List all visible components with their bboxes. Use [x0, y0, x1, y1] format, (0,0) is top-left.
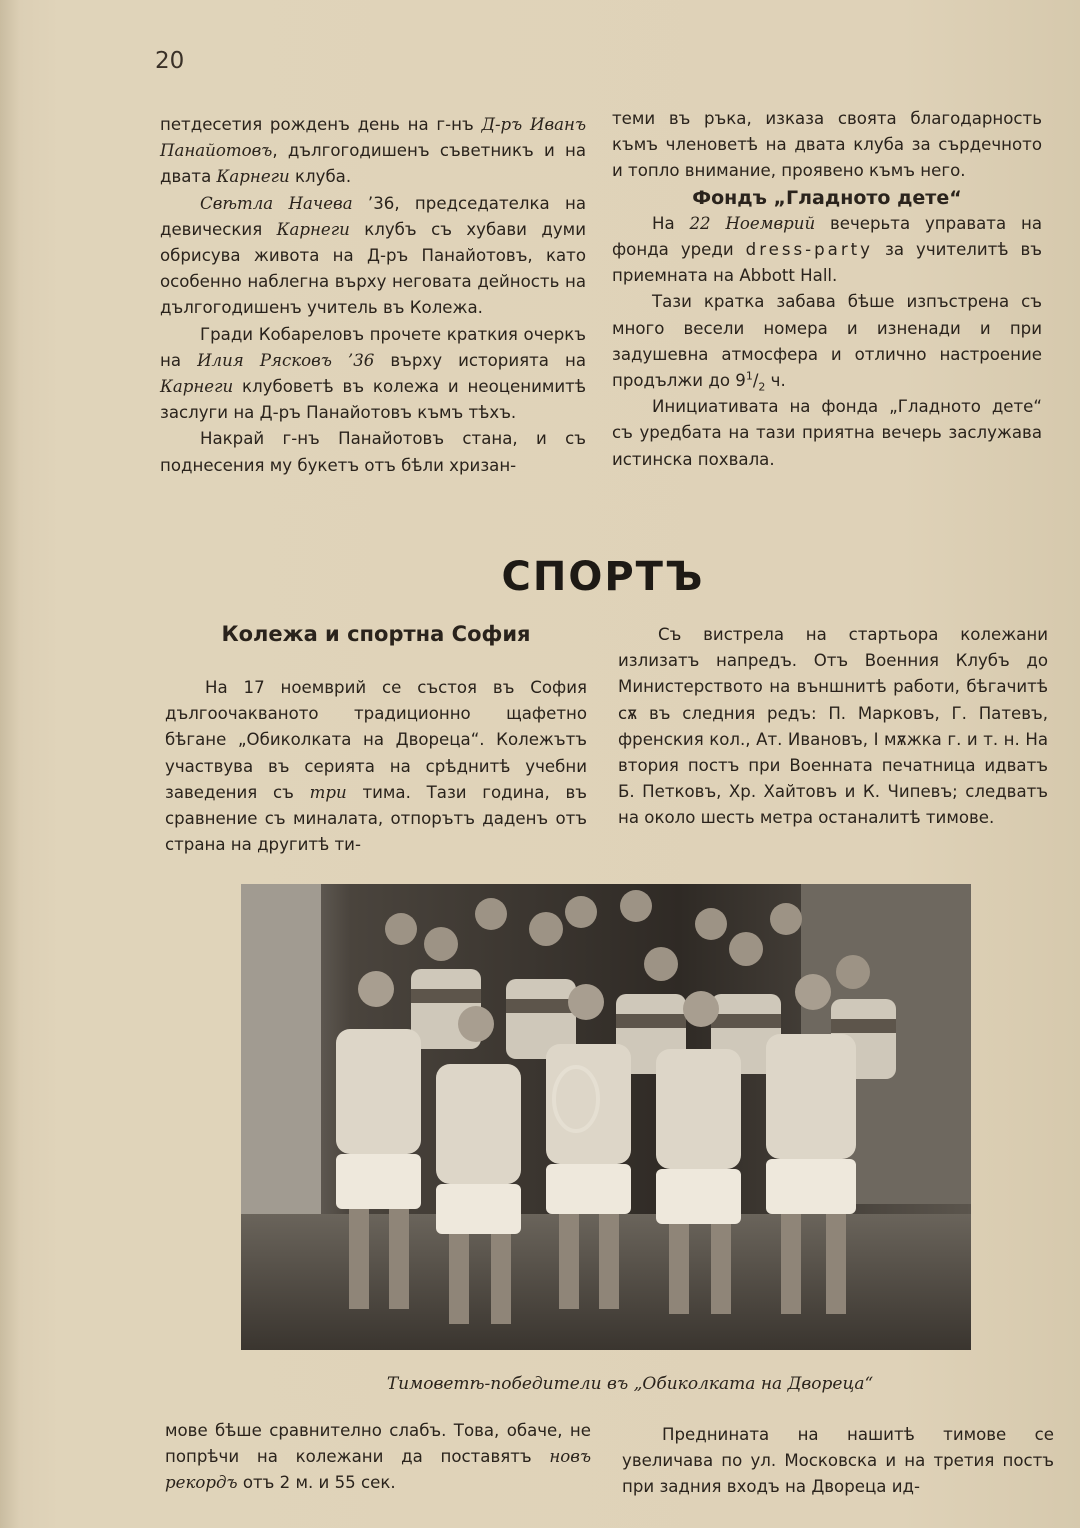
bottom-left-column: [165, 1418, 591, 1497]
team-photo: [241, 884, 971, 1350]
fund-heading: Фондъ „Гладното дете“: [692, 186, 962, 209]
top-left-column: [160, 112, 586, 479]
paragraph: На 22 Ноемврий вечерьта управата на фонда уреди dress-party за учителитѣ въ приемната на Abbott Hall.: [612, 213, 1042, 286]
photo-caption: Тимоветѣ-победители въ „Обиколката на Двореца“: [386, 1374, 874, 1394]
paragraph: На 17 ноемврий се състоя въ София дългоочакваното традиционно щафетно бѣгане „Обиколката на Двореца“. Колежътъ участвува въ серията на срѣднитѣ учебни заведения съ три тима. Тази година, въ сравнение съ миналата, отпорътъ даденъ отъ страна на другитѣ ти-: [165, 678, 587, 855]
paragraph: Преднината на нашитѣ тимове се увеличава по ул. Московска и на третия постъ при задния входъ на Двореца ид-: [622, 1425, 1054, 1497]
section-title: СПОРТЪ: [501, 554, 705, 600]
team-photo-drawing: [241, 884, 971, 1350]
paragraph: петдесетия рожденъ день на г-нъ Д-ръ Иванъ Панайотовъ, дългогодишенъ съветникъ и на двата Карнеги клуба.: [160, 115, 586, 187]
paragraph: Гради Кобареловъ прочете краткия очеркъ на Илия Рясковъ ’36 върху историята на Карнеги клубоветѣ въ колежа и неоценимитѣ заслуги на Д-ръ Панайотовъ къмъ тѣхъ.: [160, 324, 586, 423]
bottom-right-column: [622, 1422, 1054, 1501]
paragraph: Накрай г-нъ Панайотовъ стана, и съ поднесения му букетъ отъ бѣли хризан-: [160, 429, 586, 475]
page-number: 20: [155, 48, 185, 74]
mid-right-column: [618, 622, 1048, 832]
article-heading: Колежа и спортна София: [221, 622, 531, 646]
mid-left-column: [165, 675, 587, 858]
paragraph: мове бѣше сравнително слабъ. Това, обаче, не попрѣчи на колежани да поставятъ новъ рекордъ отъ 2 м. и 55 сек.: [165, 1421, 591, 1493]
top-right-column: [612, 106, 1042, 473]
paragraph: Съ вистрела на стартьора колежани излизатъ напредъ. Отъ Военния Клубъ до Министерството на външнитѣ работи, бѣгачитѣ сѫ въ следния редъ: П. Марковъ, Г. Патевъ, френския кол., Ат. Ивановъ, I мѫжка г. и т. н. На втория постъ при Военната печатница идватъ Б. Петковъ, Хр. Хайтовъ и К. Чипевъ; следватъ на около шесть метра останалитѣ тимове.: [618, 625, 1048, 828]
paragraph: Свѣтла Начева ’36, председателка на девическия Карнеги клубъ съ хубави думи обрисува живота на Д-ръ Панайотовъ, като особенно наблегна върху неговата дейность на дългогодишенъ учитель въ Колежа.: [160, 193, 586, 318]
paragraph: Инициативата на фонда „Гладното дете“ съ уредбата на тази приятна вечерь заслужава истинска похвала.: [612, 397, 1042, 469]
paragraph: Тази кратка забава бѣше изпъстрена съ много весели номера и изненади и при задушевна атмосфера и отлично настроение продължи до $9^1/_2$ ч.: [612, 292, 1042, 394]
paragraph: теми въ ръка, изказа своята благодарность къмъ членоветѣ на двата клуба за сърдечното и топло внимание, проявено къмъ него.: [612, 109, 1042, 181]
